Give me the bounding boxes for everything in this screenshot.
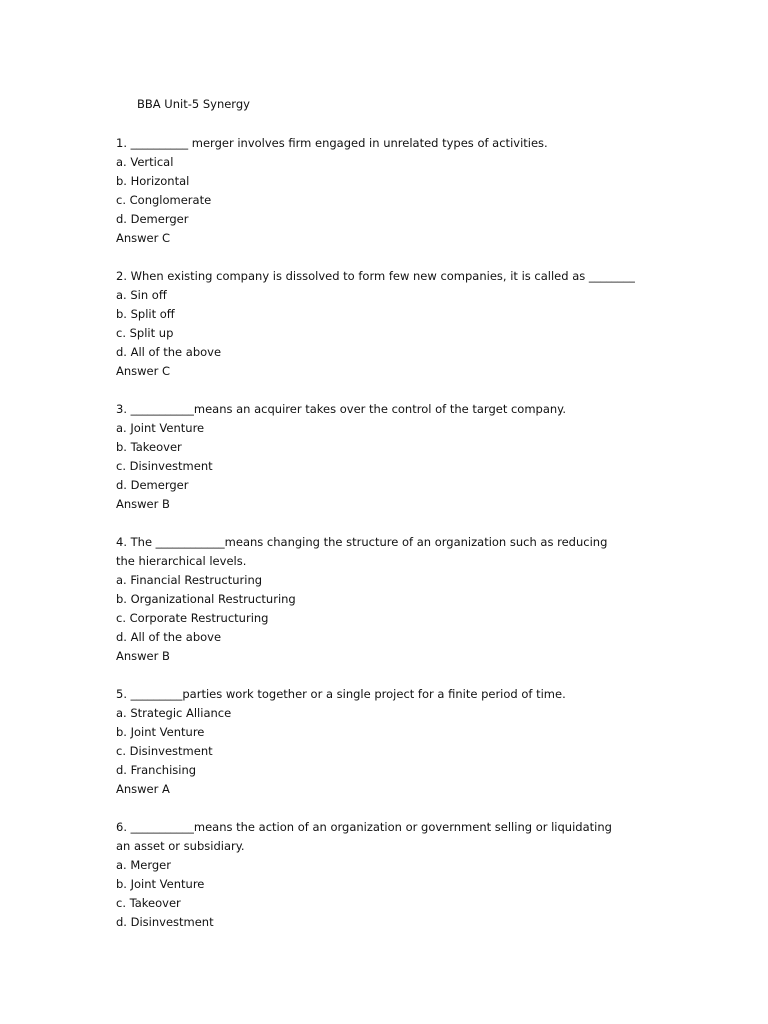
question-6 <box>116 818 636 932</box>
question-3 <box>116 400 636 514</box>
answer: Answer B <box>116 497 170 511</box>
option-c: c. Disinvestment <box>116 744 213 758</box>
document-title: BBA Unit-5 Synergy <box>137 97 250 111</box>
option-b: b. Joint Venture <box>116 725 205 739</box>
option-d: d. All of the above <box>116 630 222 644</box>
option-c: c. Split up <box>116 326 174 340</box>
option-d: d. Demerger <box>116 478 189 492</box>
question-list <box>116 134 636 951</box>
option-a: a. Merger <box>116 858 171 872</box>
option-c: c. Takeover <box>116 896 181 910</box>
option-b: b. Takeover <box>116 440 182 454</box>
option-d: d. All of the above <box>116 345 222 359</box>
answer: Answer B <box>116 649 170 663</box>
answer: Answer A <box>116 782 170 796</box>
question-stem: 6. ___________means the action of an organization or government selling or liquidating an asset or subsidiary. <box>116 820 612 853</box>
option-d: d. Disinvestment <box>116 915 214 929</box>
question-stem: 4. The ____________means changing the structure of an organization such as reducing the hierarchical levels. <box>116 535 608 568</box>
option-a: a. Vertical <box>116 155 174 169</box>
question-stem: 2. When existing company is dissolved to form few new companies, it is called as ________ <box>116 269 635 283</box>
option-b: b. Split off <box>116 307 175 321</box>
answer: Answer C <box>116 231 171 245</box>
option-a: a. Sin off <box>116 288 167 302</box>
option-a: a. Financial Restructuring <box>116 573 263 587</box>
question-2 <box>116 267 636 381</box>
question-5 <box>116 685 636 799</box>
question-stem: 3. ___________means an acquirer takes over the control of the target company. <box>116 402 566 416</box>
option-c: c. Conglomerate <box>116 193 212 207</box>
option-b: b. Joint Venture <box>116 877 205 891</box>
option-b: b. Organizational Restructuring <box>116 592 296 606</box>
option-c: c. Disinvestment <box>116 459 213 473</box>
question-stem: 1. __________ merger involves firm engaged in unrelated types of activities. <box>116 136 548 150</box>
question-4 <box>116 533 636 666</box>
option-a: a. Strategic Alliance <box>116 706 232 720</box>
answer: Answer C <box>116 364 171 378</box>
question-stem: 5. _________parties work together or a single project for a finite period of time. <box>116 687 566 701</box>
option-d: d. Franchising <box>116 763 197 777</box>
option-d: d. Demerger <box>116 212 189 226</box>
question-1 <box>116 134 636 248</box>
option-b: b. Horizontal <box>116 174 190 188</box>
option-a: a. Joint Venture <box>116 421 205 435</box>
option-c: c. Corporate Restructuring <box>116 611 269 625</box>
